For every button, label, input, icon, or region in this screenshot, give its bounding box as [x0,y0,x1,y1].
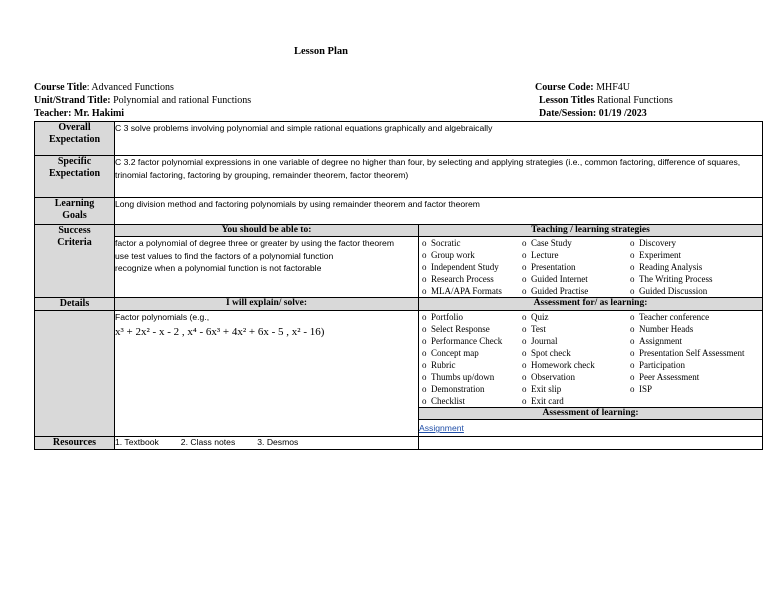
overall-label [35,122,115,156]
strategy-item: o Guided Internet [519,273,627,285]
assess-item: o Portfolio [419,311,519,323]
assess-item: o Presentation Self Assessment [627,347,762,359]
success-item: use test values to find the factors of a polynomial function [115,250,334,261]
assess-for-cell [419,311,763,408]
teacher-line [34,107,124,120]
assess-item: o Number Heads [627,323,762,335]
assignment-link[interactable]: Assignment [419,423,464,433]
assess-item: o Checklist [419,395,519,407]
assess-col-3 [627,311,762,407]
resources-cell [115,437,419,450]
assess-item: o Test [519,323,627,335]
assess-item: o Assignment [627,335,762,347]
strategy-item: o Independent Study [419,261,519,273]
details-label: Details [35,298,115,311]
success-row [35,237,763,298]
goals-row [35,198,763,225]
details-label-blank [35,311,115,437]
course-code-line [535,81,630,94]
strategies-cell [419,237,763,298]
goals-label-line1: Learning [54,198,95,209]
resources-blank [419,437,763,450]
factor-intro: Factor polynomials (e.g., [115,312,210,322]
strategies-col-2 [519,237,627,297]
resource-item: 3. Desmos [257,437,299,447]
strategy-item: o Discovery [627,237,762,249]
assess-item: o Exit slip [519,383,627,395]
assess-of-cell [419,420,763,437]
course-title-value: : Advanced Functions [86,82,174,93]
strategies-col-1 [419,237,519,297]
strategies-grid [419,237,762,297]
unit-line [34,94,251,107]
assess-item: o Peer Assessment [627,371,762,383]
assess-col-2 [519,311,627,407]
strategy-item: o Experiment [627,249,762,261]
success-label [35,225,115,298]
strategy-item: o Reading Analysis [627,261,762,273]
date-label: Date/Session: 01/19 /2023 [539,108,647,119]
assess-for-heading: Assessment for/ as learning: [419,298,763,311]
strategy-item: o Case Study [519,237,627,249]
assess-item: o Performance Check [419,335,519,347]
success-item: factor a polynomial of degree three or greater by using the factor theorem [115,238,394,248]
assess-item: o Spot check [519,347,627,359]
success-item: recognize when a polynomial function is not factorable [115,263,322,273]
strategy-item: o Guided Practise [519,285,627,297]
lesson-titles-line [539,94,673,107]
course-title-label: Course Title [34,82,87,93]
overall-label-line2: Expectation [48,134,101,145]
specific-row [35,156,763,198]
specific-label-line1: Specific [57,156,92,167]
strategy-item: o Research Process [419,273,519,285]
success-heading-row [35,225,763,237]
specific-label [35,156,115,198]
strategies-heading: Teaching / learning strategies [419,225,763,237]
equation: x³ + 2x² - x - 2 , x⁴ - 6x³ + 4x² + 6x - 5 , x² - 16) [115,326,325,338]
assess-item: o Concept map [419,347,519,359]
lesson-titles-value: Rational Functions [594,95,673,106]
strategy-item: o Presentation [519,261,627,273]
strategy-item: o The Writing Process [627,273,762,285]
strategy-item: o Socratic [419,237,519,249]
course-code-label: Course Code: [535,82,594,93]
strategy-item: o Lecture [519,249,627,261]
course-title-line [34,81,174,94]
assess-item: o Rubric [419,359,519,371]
strategy-item: o Guided Discussion [627,285,762,297]
success-label-line2: Criteria [57,237,92,248]
unit-label: Unit/Strand Title: [34,95,111,106]
assess-item: o ISP [627,383,762,395]
assess-of-heading: Assessment of learning: [419,408,763,420]
details-heading-row [35,298,763,311]
overall-text: C 3 solve problems involving polynomial and simple rational equations graphically and algebraically [115,122,763,156]
overall-row [35,122,763,156]
overall-label-line1: Overall [58,122,91,133]
strategy-item: o MLA/APA Formats [419,285,519,297]
assess-item: o Thumbs up/down [419,371,519,383]
explain-heading: I will explain/ solve: [115,298,419,311]
page-title: Lesson Plan [294,46,348,57]
assess-item: o Observation [519,371,627,383]
assess-item: o Demonstration [419,383,519,395]
success-heading: You should be able to: [115,225,419,237]
goals-label [35,198,115,225]
assess-item: o Teacher conference [627,311,762,323]
assess-item: o Select Response [419,323,519,335]
assess-col-1 [419,311,519,407]
resources-row [35,437,763,450]
strategy-item: o Group work [419,249,519,261]
success-criteria-list [115,237,419,298]
success-label-line1: Success [58,225,91,236]
strategies-col-3 [627,237,762,297]
assess-item: o Participation [627,359,762,371]
resources-label: Resources [35,437,115,450]
assess-item: o Homework check [519,359,627,371]
assess-item: o Quiz [519,311,627,323]
assess-item: o Exit card [519,395,627,407]
assess-for-grid [419,311,762,407]
explain-cell [115,311,419,437]
specific-text: C 3.2 factor polynomial expressions in one variable of degree no higher than four, by selecting and applying strategies (i.e., common factoring, difference of squares, trinomial factoring, factoring by grouping, remainder theorem, factor theorem) [115,156,763,198]
resource-item: 2. Class notes [180,437,236,447]
course-code-value: MHF4U [593,82,631,93]
resource-item: 1. Textbook [115,437,159,447]
date-line [539,107,647,120]
specific-label-line2: Expectation [48,168,101,179]
goals-text: Long division method and factoring polynomials by using remainder theorem and factor theorem [115,198,763,225]
assess-item: o Journal [519,335,627,347]
details-row [35,311,763,408]
goals-label-line2: Goals [62,210,87,221]
lesson-titles-label: Lesson Titles [539,95,595,106]
teacher-label: Teacher: Mr. Hakimi [34,108,125,119]
lesson-plan-table [34,121,763,450]
unit-value: Polynomial and rational Functions [110,95,252,106]
